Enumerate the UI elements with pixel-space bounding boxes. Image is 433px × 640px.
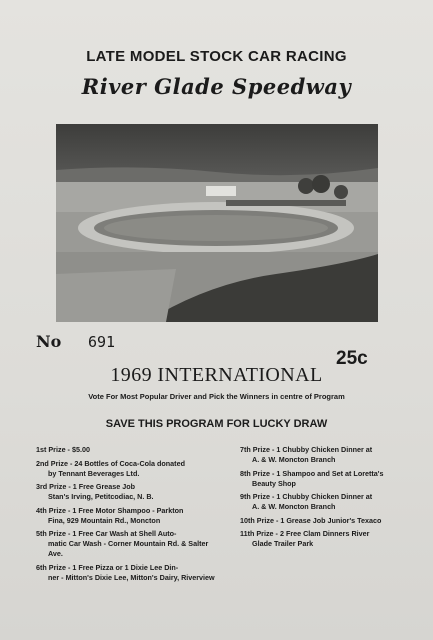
price-tag: 25c xyxy=(336,348,368,369)
prize-item: 7th Prize - 1 Chubby Chicken Dinner at A. & W. Moncton Branch xyxy=(240,445,373,464)
prize-item: 11th Prize - 2 Free Clam Dinners River Glade Trailer Park xyxy=(240,529,370,548)
prize-item: 6th Prize - 1 Free Pizza or 1 Dixie Lee Din- ner - Mitton's Dixie Lee, Mitton's Dairy, Riverview xyxy=(36,562,215,582)
event-title: 1969 INTERNATIONAL xyxy=(110,364,323,386)
vote-instructions: Vote For Most Popular Driver and Pick the Winners in centre of Program xyxy=(88,392,345,401)
prize-item: 9th Prize - 1 Chubby Chicken Dinner at A. & W. Moncton Branch xyxy=(240,492,373,511)
aerial-speedway-photo xyxy=(56,124,378,322)
prize-item: 4th Prize - 1 Free Motor Shampoo - Parkton Fina, 929 Mountain Rd., Moncton xyxy=(36,505,184,525)
prize-item: 10th Prize - 1 Grease Job Junior's Texaco xyxy=(240,515,382,525)
lucky-draw-heading: SAVE THIS PROGRAM FOR LUCKY DRAW xyxy=(105,418,328,430)
prize-item: 8th Prize - 1 Shampoo and Set at Loretta's Beauty Shop xyxy=(240,468,384,488)
serial-label: No xyxy=(36,332,62,351)
header-title: LATE MODEL STOCK CAR RACING xyxy=(86,48,347,65)
prize-item: 5th Prize - 1 Free Car Wash at Shell Auto- matic Car Wash - Corner Mountain Rd. & Salter Ave. xyxy=(36,529,209,558)
prizes-left-column xyxy=(36,445,216,586)
prize-item: 3rd Prize - 1 Free Grease Job Stan's Irving, Petitcodiac, N. B. xyxy=(36,482,154,501)
prizes-right-column xyxy=(240,445,402,553)
speedway-name: River Glade Speedway xyxy=(81,74,352,99)
serial-number: 691 xyxy=(88,333,116,351)
prize-item: 1st Prize - $5.00 xyxy=(36,445,90,454)
aerial-photo-illustration xyxy=(56,124,378,322)
prize-item: 2nd Prize - 24 Bottles of Coca-Cola donated by Tennant Beverages Ltd. xyxy=(36,458,185,478)
